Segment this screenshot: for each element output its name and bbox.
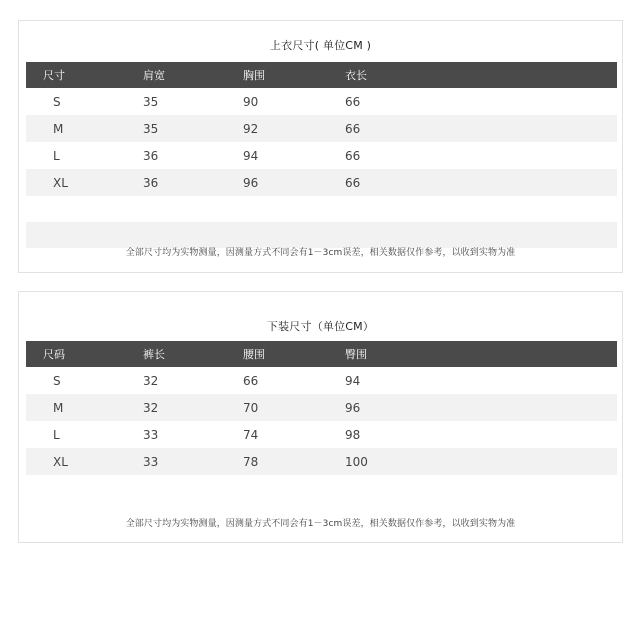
column-header-waist: 腰围 [243,341,345,367]
table-row [26,88,617,115]
cell-chest: 96 [243,169,345,196]
table-row [26,142,617,169]
column-header-size: 尺码 [26,341,143,367]
measurement-note: 全部尺寸均为实物测量，因测量方式不同会有1－3cm误差，相关数据仅作参考，以收到实物为准 [125,248,516,258]
cell-pants-length: 32 [143,394,243,421]
bottom-size-title: 下装尺寸（单位CM） [266,320,375,333]
top-size-title: 上衣尺寸( 单位CM ) [269,39,372,52]
cell-length: 66 [345,94,361,109]
cell-size: XL [26,448,143,475]
table-row [26,394,617,421]
cell-shoulder: 36 [143,148,159,163]
table-header-row [26,341,617,367]
cell-waist: 70 [243,394,345,421]
table-row [26,115,617,142]
cell-waist: 74 [243,427,259,442]
cell-size: L [53,427,60,442]
cell-length: 66 [345,169,617,196]
column-header-pants-length: 裤长 [143,341,243,367]
cell-pants-length: 32 [143,373,159,388]
column-header-size: 尺寸 [26,62,143,88]
cell-pants-length: 33 [143,448,243,475]
cell-size: XL [26,169,143,196]
cell-hip: 96 [345,394,617,421]
cell-hip: 100 [345,448,617,475]
table-header-row [26,62,617,88]
cell-length: 66 [345,148,361,163]
measurement-note: 全部尺寸均为实物测量，因测量方式不同会有1－3cm误差，相关数据仅作参考，以收到实物为准 [125,519,516,529]
cell-size: M [26,115,143,142]
cell-shoulder: 36 [143,169,243,196]
cell-shoulder: 35 [143,94,159,109]
table-row [26,169,617,196]
column-header-hip: 臀围 [345,341,617,367]
table-row [26,421,617,448]
cell-size: M [26,394,143,421]
cell-size: L [53,148,60,163]
cell-hip: 94 [345,373,361,388]
cell-waist: 66 [243,373,259,388]
cell-size: S [53,94,61,109]
column-header-length: 衣长 [345,62,617,88]
cell-shoulder: 35 [143,115,243,142]
table-row-empty [26,196,617,222]
cell-chest: 90 [243,94,259,109]
column-header-shoulder: 肩宽 [143,62,243,88]
cell-waist: 78 [243,448,345,475]
bottom-size-table [26,341,617,501]
top-size-table [26,62,617,248]
table-row [26,367,617,394]
cell-chest: 92 [243,115,345,142]
cell-chest: 94 [243,148,259,163]
cell-hip: 98 [345,427,361,442]
bottom-size-card [18,291,623,543]
table-row-empty [26,475,617,501]
top-size-card [18,20,623,273]
column-header-chest: 胸围 [243,62,345,88]
cell-pants-length: 33 [143,427,159,442]
cell-length: 66 [345,115,617,142]
table-row [26,448,617,475]
cell-size: S [53,373,61,388]
